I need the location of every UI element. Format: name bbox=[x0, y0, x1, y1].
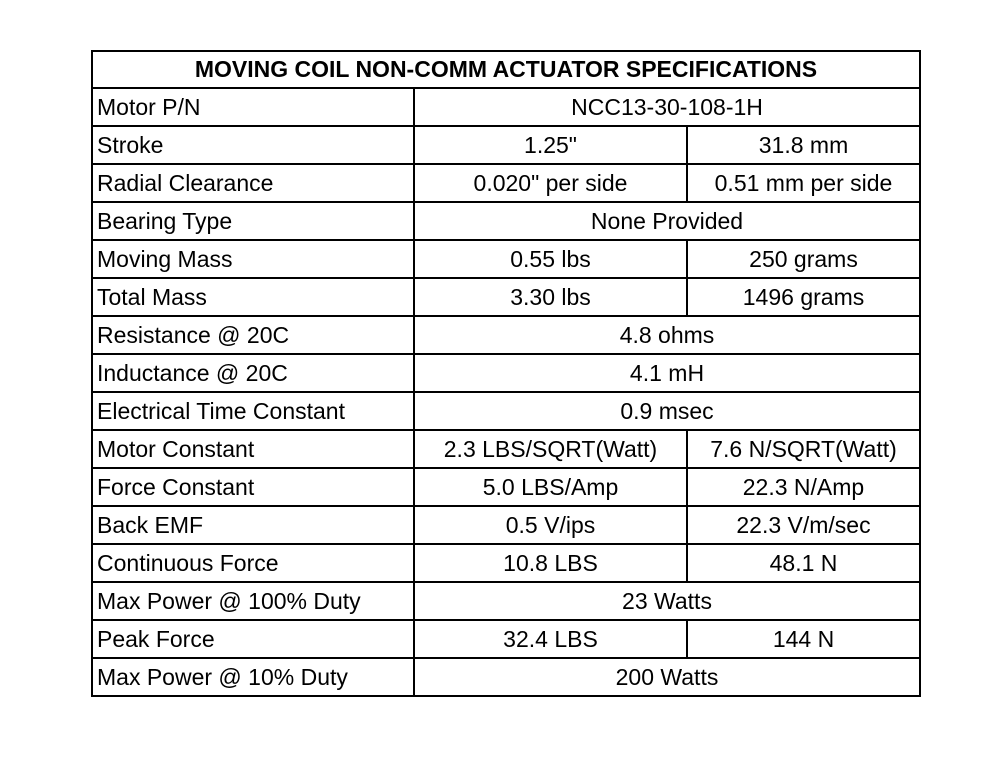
row-value-imperial: 0.5 V/ips bbox=[414, 506, 687, 544]
row-label: Peak Force bbox=[92, 620, 414, 658]
row-label: Resistance @ 20C bbox=[92, 316, 414, 354]
table-row bbox=[92, 582, 920, 620]
row-value-imperial: 0.55 lbs bbox=[414, 240, 687, 278]
table-row bbox=[92, 278, 920, 316]
table-row bbox=[92, 202, 920, 240]
row-label: Motor Constant bbox=[92, 430, 414, 468]
table-row bbox=[92, 126, 920, 164]
row-value-metric: 7.6 N/SQRT(Watt) bbox=[687, 430, 920, 468]
row-value-imperial: 5.0 LBS/Amp bbox=[414, 468, 687, 506]
row-label: Total Mass bbox=[92, 278, 414, 316]
table-title: MOVING COIL NON-COMM ACTUATOR SPECIFICATIONS bbox=[92, 51, 920, 88]
table-row bbox=[92, 430, 920, 468]
row-label: Force Constant bbox=[92, 468, 414, 506]
table-row bbox=[92, 164, 920, 202]
row-value: None Provided bbox=[414, 202, 920, 240]
table-row bbox=[92, 240, 920, 278]
row-value-imperial: 32.4 LBS bbox=[414, 620, 687, 658]
row-label: Inductance @ 20C bbox=[92, 354, 414, 392]
row-label: Max Power @ 10% Duty bbox=[92, 658, 414, 696]
row-value-imperial: 2.3 LBS/SQRT(Watt) bbox=[414, 430, 687, 468]
title-row bbox=[92, 51, 920, 88]
table-row bbox=[92, 354, 920, 392]
row-label: Max Power @ 100% Duty bbox=[92, 582, 414, 620]
table-row bbox=[92, 544, 920, 582]
row-label: Continuous Force bbox=[92, 544, 414, 582]
table-row bbox=[92, 468, 920, 506]
table-row bbox=[92, 658, 920, 696]
row-value: 4.1 mH bbox=[414, 354, 920, 392]
row-label: Electrical Time Constant bbox=[92, 392, 414, 430]
row-label: Motor P/N bbox=[92, 88, 414, 126]
row-value-metric: 48.1 N bbox=[687, 544, 920, 582]
table-row bbox=[92, 392, 920, 430]
row-label: Back EMF bbox=[92, 506, 414, 544]
row-value: NCC13-30-108-1H bbox=[414, 88, 920, 126]
row-value: 200 Watts bbox=[414, 658, 920, 696]
table-row bbox=[92, 620, 920, 658]
table-row bbox=[92, 316, 920, 354]
row-value: 4.8 ohms bbox=[414, 316, 920, 354]
row-value-metric: 1496 grams bbox=[687, 278, 920, 316]
row-value-metric: 22.3 N/Amp bbox=[687, 468, 920, 506]
spec-body bbox=[92, 88, 920, 696]
row-value-imperial: 1.25" bbox=[414, 126, 687, 164]
row-value-imperial: 3.30 lbs bbox=[414, 278, 687, 316]
row-value-metric: 0.51 mm per side bbox=[687, 164, 920, 202]
table-row bbox=[92, 506, 920, 544]
row-value: 23 Watts bbox=[414, 582, 920, 620]
row-value-imperial: 0.020" per side bbox=[414, 164, 687, 202]
spec-table bbox=[91, 50, 921, 697]
row-label: Bearing Type bbox=[92, 202, 414, 240]
row-value-metric: 31.8 mm bbox=[687, 126, 920, 164]
row-value-imperial: 10.8 LBS bbox=[414, 544, 687, 582]
row-value-metric: 144 N bbox=[687, 620, 920, 658]
row-label: Stroke bbox=[92, 126, 414, 164]
table-row bbox=[92, 88, 920, 126]
row-label: Radial Clearance bbox=[92, 164, 414, 202]
row-value: 0.9 msec bbox=[414, 392, 920, 430]
row-value-metric: 250 grams bbox=[687, 240, 920, 278]
row-label: Moving Mass bbox=[92, 240, 414, 278]
row-value-metric: 22.3 V/m/sec bbox=[687, 506, 920, 544]
